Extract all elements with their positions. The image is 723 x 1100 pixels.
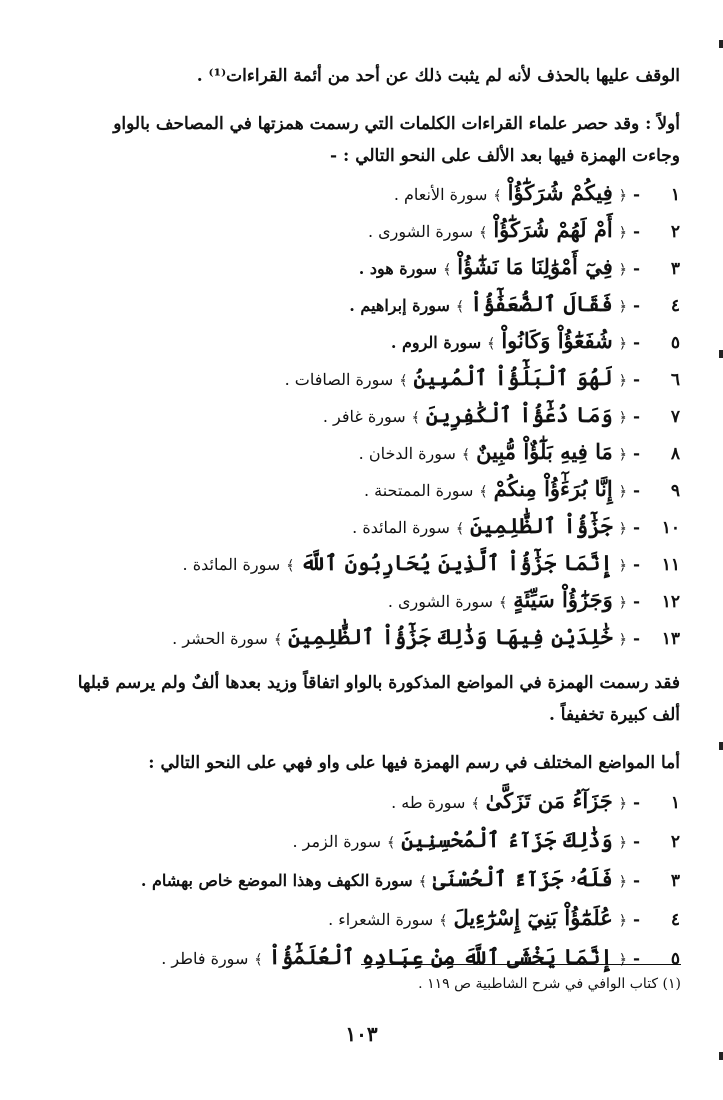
- bracket-close: ﴾: [455, 299, 465, 315]
- item-number: ٢: [670, 222, 680, 242]
- bracket-close: ﴾: [439, 913, 448, 929]
- bracket-close: ﴾: [286, 558, 295, 574]
- surah-reference: سورة الصافات .: [284, 370, 394, 389]
- quran-verse: شُفَعَٰٓؤُاْ وَكَانُواْ: [501, 328, 613, 353]
- bracket-close: ﴾: [399, 373, 408, 389]
- second-heading: أما المواضع المختلف في رسم الهمزة فيها على واو فهي على النحو التالي :: [148, 753, 680, 773]
- item-number: ٤: [670, 296, 680, 316]
- list-item: [60, 783, 680, 822]
- page-number: ١٠٣: [345, 1022, 378, 1046]
- bracket-close: ﴾: [479, 484, 488, 500]
- item-number: ١٢: [661, 592, 680, 612]
- item-dash: -: [632, 555, 640, 575]
- item-dash: -: [632, 296, 640, 316]
- bracket-open: ﴿: [618, 796, 627, 812]
- bracket-open: ﴿: [618, 410, 627, 426]
- list-item: [60, 398, 680, 435]
- quran-verse: فَلَهُۥ جَزَآءً ٱلْحُسْنَىٰ: [432, 866, 613, 891]
- surah-reference: سورة المائدة .: [182, 555, 281, 574]
- bracket-open: ﴿: [618, 225, 627, 241]
- quran-verse: وَجَزَٰٓؤُاْ سَيِّئَةٍ: [513, 587, 613, 612]
- bracket-open: ﴿: [618, 373, 627, 389]
- item-dash: -: [632, 949, 640, 969]
- edge-mark: [719, 1052, 723, 1060]
- item-number: ٩: [670, 481, 680, 501]
- bracket-open: ﴿: [618, 595, 627, 611]
- item-dash: -: [632, 185, 640, 205]
- bracket-close: ﴾: [387, 835, 396, 851]
- quran-verse: إِنَّمَا يَخْشَى ٱللَّهَ مِنْ عِبَادِهِ ٱلْعُلَمَٰٓؤُاْ: [268, 944, 613, 969]
- section-heading: أولاً : وقد حصر علماء القراءات الكلمات التي رسمت همزتها في المصاحف بالواو وجاءت الهمزة فيها بعد الألف على النحو التالي : -: [113, 114, 680, 166]
- list-item: [60, 509, 680, 546]
- item-number: ٥: [670, 949, 680, 969]
- list-item: [60, 472, 680, 509]
- bracket-close: ﴾: [499, 595, 508, 611]
- item-dash: -: [632, 333, 640, 353]
- surah-reference: سورة الشورى .: [387, 592, 493, 611]
- item-number: ٢: [670, 832, 680, 852]
- bracket-open: ﴿: [618, 336, 627, 352]
- footnote: (١) كتاب الوافي في شرح الشاطبية ص ١١٩ .: [418, 976, 681, 992]
- bracket-open: ﴿: [618, 299, 627, 315]
- surah-reference: سورة فاطر .: [161, 949, 249, 968]
- bracket-close: ﴾: [273, 632, 283, 648]
- page-body: [60, 60, 680, 978]
- list-item: [60, 213, 680, 250]
- list-disputed: [60, 783, 680, 978]
- item-dash: -: [632, 222, 640, 242]
- list-item: [60, 250, 680, 287]
- quran-verse: جَزَآءُ مَن تَزَكَّىٰ: [485, 788, 613, 813]
- quran-verse: فِيكُمْ شُرَكَٰٓؤُاْ: [507, 180, 613, 205]
- surah-reference: سورة الأنعام .: [393, 185, 488, 204]
- quran-verse: لَهُوَ ٱلْبَلَٰٓؤُاْ ٱلْمُبِينُ: [413, 365, 613, 390]
- list-item: [60, 900, 680, 939]
- quran-verse: وَمَا دُعَٰٓؤُاْ ٱلْكَٰفِرِينَ: [425, 402, 613, 427]
- item-number: ٣: [670, 871, 680, 891]
- list-item: [60, 620, 680, 657]
- intro-paragraph: الوقف عليها بالحذف لأنه لم يثبت ذلك عن أحد من أئمة القراءات⁽¹⁾ .: [196, 66, 680, 86]
- item-dash: -: [632, 370, 640, 390]
- surah-reference: سورة طه .: [391, 793, 466, 812]
- bracket-open: ﴿: [618, 952, 627, 968]
- item-dash: -: [632, 259, 640, 279]
- bracket-open: ﴿: [618, 447, 627, 463]
- item-number: ١٠: [661, 518, 680, 538]
- item-dash: -: [632, 793, 640, 813]
- item-number: ١٣: [661, 629, 680, 649]
- item-number: ٣: [670, 259, 680, 279]
- surah-reference: سورة الدخان .: [358, 444, 456, 463]
- edge-mark: [719, 40, 723, 48]
- bracket-open: ﴿: [618, 558, 627, 574]
- bracket-close: ﴾: [479, 225, 488, 241]
- item-number: ٤: [670, 910, 680, 930]
- list-item: [60, 435, 680, 472]
- quran-verse: أَمْ لَهُمْ شُرَكَٰٓؤُاْ: [493, 217, 613, 242]
- surah-reference: سورة غافر .: [322, 407, 406, 426]
- quran-verse: وَذَٰلِكَ جَزَآءُ ٱلْمُحْسِنِينَ: [401, 827, 613, 852]
- quran-verse: جَزَٰٓؤُاْ ٱلظَّٰلِمِينَ: [470, 513, 613, 538]
- item-dash: -: [632, 481, 640, 501]
- item-number: ١: [670, 793, 680, 813]
- item-dash: -: [632, 444, 640, 464]
- bracket-close: ﴾: [487, 336, 496, 352]
- item-dash: -: [632, 910, 640, 930]
- item-number: ٦: [670, 370, 680, 390]
- surah-reference: سورة إبراهيم .: [349, 296, 450, 315]
- item-dash: -: [632, 832, 640, 852]
- surah-reference: سورة الكهف وهذا الموضع خاص بهشام .: [140, 871, 413, 890]
- bracket-close: ﴾: [418, 874, 427, 890]
- bracket-open: ﴿: [618, 262, 627, 278]
- bracket-close: ﴾: [461, 447, 471, 463]
- list-item: [60, 939, 680, 978]
- item-dash: -: [632, 407, 640, 427]
- bracket-open: ﴿: [618, 835, 627, 851]
- item-dash: -: [632, 629, 640, 649]
- list-consensus: [60, 176, 680, 657]
- quran-verse: خَٰلِدَيْنِ فِيهَا وَذَٰلِكَ جَزَٰٓؤُاْ ٱلظَّٰلِمِينَ: [288, 624, 613, 649]
- list-item: [60, 822, 680, 861]
- conclusion-paragraph: فقد رسمت الهمزة في المواضع المذكورة بالواو اتفاقاً وزيد بعدها ألفٌ ولم يرسم قبلها ألف كبيرة تخفيفاً .: [77, 673, 680, 725]
- bracket-open: ﴿: [618, 874, 627, 890]
- bracket-open: ﴿: [618, 913, 627, 929]
- list-item: [60, 287, 680, 324]
- quran-verse: إِنَّا بُرَءَٰٓؤُاْ مِنكُمْ: [493, 476, 613, 501]
- bracket-close: ﴾: [411, 410, 420, 426]
- surah-reference: سورة الممتحنة .: [363, 481, 474, 500]
- surah-reference: سورة هود .: [358, 259, 438, 278]
- edge-mark: [719, 350, 723, 358]
- quran-verse: عُلَمَٰٓؤُاْ بَنِيٓ إِسْرَٰٓءِيلَ: [453, 905, 613, 930]
- item-number: ٧: [670, 407, 680, 427]
- quran-verse: إِنَّمَا جَزَٰٓؤُاْ ٱلَّذِينَ يُحَارِبُونَ ٱللَّهَ: [300, 550, 613, 575]
- surah-reference: سورة الحشر .: [172, 629, 268, 648]
- quran-verse: فَقَالَ ٱلضُّعَفَٰٓؤُاْ: [470, 291, 613, 316]
- list-item: [60, 324, 680, 361]
- bracket-open: ﴿: [618, 632, 627, 648]
- quran-verse: فِيٓ أَمْوَٰلِنَا مَا نَشَٰٓؤُاْ: [457, 254, 613, 279]
- edge-mark: [719, 742, 723, 750]
- list-item: [60, 176, 680, 213]
- bracket-open: ﴿: [618, 188, 627, 204]
- bracket-close: ﴾: [254, 952, 263, 968]
- surah-reference: سورة الشورى .: [367, 222, 474, 241]
- list-item: [60, 546, 680, 583]
- item-number: ٨: [670, 444, 680, 464]
- item-number: ١١: [661, 555, 680, 575]
- bracket-open: ﴿: [618, 484, 627, 500]
- bracket-open: ﴿: [618, 521, 627, 537]
- surah-reference: سورة المائدة .: [352, 518, 450, 537]
- list-item: [60, 361, 680, 398]
- surah-reference: سورة الشعراء .: [328, 910, 434, 929]
- bracket-close: ﴾: [493, 188, 502, 204]
- surah-reference: سورة الزمر .: [292, 832, 382, 851]
- list-item: [60, 861, 680, 900]
- footnote-divider: [361, 964, 681, 965]
- item-number: ٥: [670, 333, 680, 353]
- bracket-close: ﴾: [455, 521, 465, 537]
- item-dash: -: [632, 592, 640, 612]
- item-dash: -: [632, 518, 640, 538]
- item-number: ١: [670, 185, 680, 205]
- list-item: [60, 583, 680, 620]
- surah-reference: سورة الروم .: [390, 333, 482, 352]
- bracket-close: ﴾: [471, 796, 480, 812]
- item-dash: -: [632, 871, 640, 891]
- quran-verse: مَا فِيهِ بَلَٰٓؤٌاْ مُّبِينٌ: [476, 439, 613, 464]
- bracket-close: ﴾: [443, 262, 452, 278]
